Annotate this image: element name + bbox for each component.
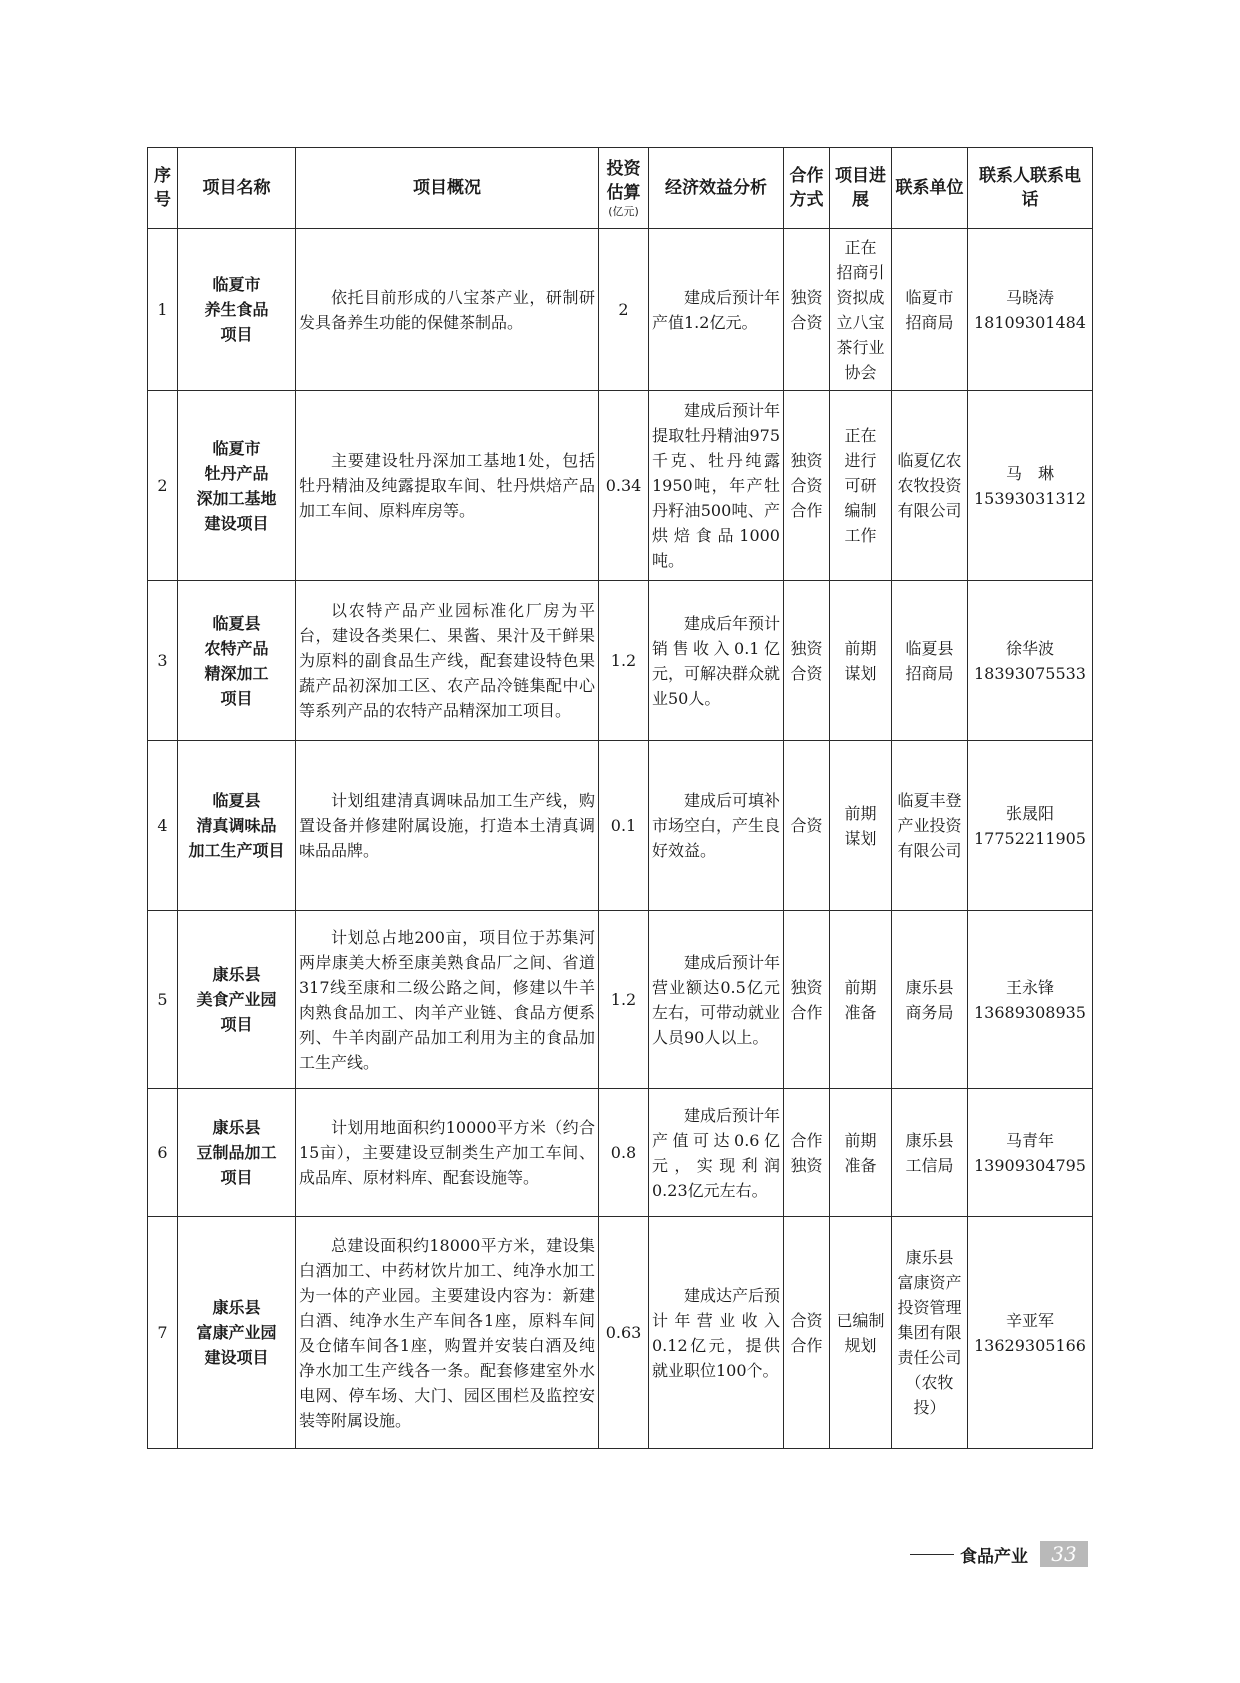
progress-line: 准备 bbox=[844, 1002, 877, 1022]
progress-line: 资拟成 bbox=[836, 287, 885, 307]
cell-investment bbox=[599, 911, 649, 1089]
cell-progress bbox=[830, 911, 892, 1089]
cell-contact bbox=[968, 911, 1093, 1089]
contact-line: 马青年 bbox=[1005, 1130, 1054, 1150]
seq-text: 4 bbox=[157, 816, 168, 835]
unit-line: 富康资产 bbox=[897, 1273, 962, 1292]
cell-overview bbox=[296, 911, 599, 1089]
name-line: 养生食品 bbox=[204, 300, 269, 319]
contact-line: 18109301484 bbox=[974, 312, 1086, 332]
investment-text: 0.1 bbox=[610, 816, 637, 835]
cell-progress bbox=[830, 741, 892, 911]
cell-mode bbox=[784, 1089, 830, 1217]
progress-line: 可研 bbox=[844, 476, 877, 495]
footer-section-title: 食品产业 bbox=[960, 1546, 1028, 1567]
name-line: 临夏市 bbox=[212, 438, 261, 458]
header-progress: 项目进展 bbox=[830, 148, 892, 229]
cell-progress bbox=[830, 229, 892, 391]
cell-mode bbox=[784, 229, 830, 391]
name-line: 农特产品 bbox=[204, 638, 269, 658]
cell-seq bbox=[148, 741, 178, 911]
cell-unit bbox=[892, 1217, 968, 1449]
cell-name bbox=[178, 741, 296, 911]
contact-line: 15393031312 bbox=[974, 488, 1086, 508]
name-line: 建设项目 bbox=[204, 513, 269, 533]
name-line: 康乐县 bbox=[212, 965, 261, 984]
seq-text: 5 bbox=[157, 990, 168, 1009]
page-number: 33 bbox=[1040, 1541, 1088, 1567]
seq-text: 2 bbox=[157, 476, 168, 495]
contact-line: 17752211905 bbox=[974, 828, 1086, 848]
name-line: 项目 bbox=[220, 1015, 253, 1034]
cell-overview bbox=[296, 229, 599, 391]
cell-progress bbox=[830, 1217, 892, 1449]
cell-seq bbox=[148, 391, 178, 581]
mode-line: 合作 bbox=[790, 1335, 823, 1355]
unit-line: 临夏亿农 bbox=[897, 451, 962, 470]
unit-line: 康乐县 bbox=[905, 977, 954, 997]
unit-line: 有限公司 bbox=[897, 841, 962, 860]
cell-overview bbox=[296, 1089, 599, 1217]
unit-line: 招商局 bbox=[905, 663, 954, 683]
unit-line: 临夏县 bbox=[905, 638, 954, 658]
table-row bbox=[148, 581, 1093, 741]
name-line: 项目 bbox=[220, 325, 253, 344]
mode-line: 独资 bbox=[790, 451, 823, 470]
investment-unit: (亿元) bbox=[608, 205, 639, 218]
name-line: 建设项目 bbox=[204, 1348, 269, 1367]
seq-text: 3 bbox=[157, 651, 168, 670]
cell-benefit bbox=[649, 911, 784, 1089]
cell-overview bbox=[296, 1217, 599, 1449]
cell-progress bbox=[830, 391, 892, 581]
unit-line: 有限公司 bbox=[897, 501, 962, 520]
cell-contact bbox=[968, 229, 1093, 391]
unit-line: 农牧投资 bbox=[897, 476, 962, 495]
cell-seq bbox=[148, 1217, 178, 1449]
page-footer bbox=[910, 1540, 1088, 1568]
benefit-text: 建成后预计年营业额达0.5亿元左右，可带动就业人员90人以上。 bbox=[652, 952, 781, 1047]
name-line: 牡丹产品 bbox=[204, 463, 269, 483]
progress-line: 正在 bbox=[844, 237, 877, 257]
cell-progress bbox=[830, 581, 892, 741]
table-row bbox=[148, 391, 1093, 581]
overview-text: 计划用地面积约10000平方米（约合15亩），主要建设豆制类生产加工车间、成品库、原材料库、配套设施等。 bbox=[299, 1118, 595, 1187]
header-benefit: 经济效益分析 bbox=[649, 148, 784, 229]
name-line: 临夏市 bbox=[212, 275, 261, 294]
seq-text: 7 bbox=[157, 1323, 168, 1342]
name-line: 富康产业园 bbox=[196, 1323, 277, 1342]
cell-unit bbox=[892, 229, 968, 391]
name-line: 清真调味品 bbox=[196, 816, 277, 835]
cell-investment bbox=[599, 581, 649, 741]
investment-text: 0.63 bbox=[605, 1323, 642, 1342]
cell-name bbox=[178, 1217, 296, 1449]
mode-line: 合资 bbox=[790, 312, 823, 332]
cell-mode bbox=[784, 391, 830, 581]
unit-line: 临夏丰登 bbox=[897, 791, 962, 810]
cell-mode bbox=[784, 581, 830, 741]
progress-line: 协会 bbox=[844, 362, 877, 382]
investment-text: 1.2 bbox=[610, 990, 637, 1009]
cell-name bbox=[178, 229, 296, 391]
unit-line: 产业投资 bbox=[897, 816, 962, 835]
unit-line: 康乐县 bbox=[905, 1248, 954, 1267]
cell-contact bbox=[968, 581, 1093, 741]
cell-investment bbox=[599, 1089, 649, 1217]
progress-line: 前期 bbox=[844, 977, 877, 997]
cell-mode bbox=[784, 1217, 830, 1449]
cell-overview bbox=[296, 741, 599, 911]
progress-line: 谋划 bbox=[844, 663, 877, 683]
mode-line: 合资 bbox=[790, 1310, 823, 1330]
benefit-text: 建成达产后预计年营业收入0.12亿元，提供就业职位100个。 bbox=[652, 1285, 781, 1380]
cell-seq bbox=[148, 229, 178, 391]
contact-line: 13689308935 bbox=[974, 1002, 1086, 1022]
cell-benefit bbox=[649, 581, 784, 741]
name-line: 加工生产项目 bbox=[188, 841, 285, 860]
unit-line: 责任公司 bbox=[897, 1348, 962, 1367]
project-table-container bbox=[147, 147, 1092, 1449]
progress-line: 编制 bbox=[844, 501, 877, 520]
name-line: 精深加工 bbox=[204, 663, 269, 683]
mode-line: 合作 bbox=[790, 1002, 823, 1022]
header-mode: 合作方式 bbox=[784, 148, 830, 229]
contact-line: 13629305166 bbox=[974, 1335, 1086, 1355]
table-row bbox=[148, 911, 1093, 1089]
name-line: 深加工基地 bbox=[196, 488, 277, 508]
cell-benefit bbox=[649, 1089, 784, 1217]
mode-line: 独资 bbox=[790, 287, 823, 307]
overview-text: 主要建设牡丹深加工基地1处，包括牡丹精油及纯露提取车间、牡丹烘焙产品加工车间、原料库房等。 bbox=[299, 451, 595, 520]
contact-line: 13909304795 bbox=[974, 1155, 1086, 1175]
benefit-text: 建成后预计年产值可达0.6亿元，实现利润0.23亿元左右。 bbox=[652, 1105, 781, 1200]
name-line: 康乐县 bbox=[212, 1118, 261, 1137]
cell-seq bbox=[148, 581, 178, 741]
contact-line: 马晓涛 bbox=[1005, 287, 1054, 307]
cell-benefit bbox=[649, 229, 784, 391]
investment-text: 2 bbox=[618, 300, 629, 319]
cell-unit bbox=[892, 741, 968, 911]
unit-line: （农牧投） bbox=[905, 1373, 954, 1417]
contact-line: 辛亚军 bbox=[1005, 1310, 1054, 1330]
cell-investment bbox=[599, 1217, 649, 1449]
footer-dash bbox=[910, 1554, 954, 1555]
progress-line: 前期 bbox=[844, 803, 877, 823]
header-investment: 投资估算 (亿元) bbox=[599, 148, 649, 229]
name-line: 康乐县 bbox=[212, 1298, 261, 1317]
unit-line: 康乐县 bbox=[905, 1130, 954, 1150]
table-row bbox=[148, 229, 1093, 391]
name-line: 临夏县 bbox=[212, 791, 261, 810]
unit-line: 临夏市 bbox=[905, 287, 954, 307]
mode-line: 合作 bbox=[790, 501, 823, 520]
contact-line: 王永锋 bbox=[1005, 977, 1054, 997]
mode-line: 合作 bbox=[790, 1130, 823, 1150]
cell-name bbox=[178, 581, 296, 741]
cell-name bbox=[178, 1089, 296, 1217]
cell-unit bbox=[892, 911, 968, 1089]
progress-line: 正在 bbox=[844, 426, 877, 445]
cell-contact bbox=[968, 1089, 1093, 1217]
cell-contact bbox=[968, 1217, 1093, 1449]
cell-unit bbox=[892, 1089, 968, 1217]
name-line: 美食产业园 bbox=[196, 990, 277, 1009]
mode-line: 独资 bbox=[790, 1155, 823, 1175]
table-row bbox=[148, 741, 1093, 911]
investment-text: 0.8 bbox=[610, 1143, 637, 1162]
cell-overview bbox=[296, 581, 599, 741]
progress-line: 招商引 bbox=[836, 262, 885, 282]
contact-line: 18393075533 bbox=[974, 663, 1086, 683]
cell-name bbox=[178, 911, 296, 1089]
name-line: 项目 bbox=[220, 688, 253, 708]
seq-text: 6 bbox=[157, 1143, 168, 1162]
benefit-text: 建成后预计年产值1.2亿元。 bbox=[652, 287, 781, 332]
mode-line: 独资 bbox=[790, 977, 823, 997]
mode-line: 合资 bbox=[790, 663, 823, 683]
overview-text: 依托目前形成的八宝茶产业，研制研发具备养生功能的保健茶制品。 bbox=[299, 287, 595, 332]
header-contact: 联系人联系电话 bbox=[968, 148, 1093, 229]
contact-line: 徐华波 bbox=[1005, 638, 1054, 658]
cell-investment bbox=[599, 741, 649, 911]
project-table bbox=[147, 147, 1093, 1449]
progress-line: 前期 bbox=[844, 638, 877, 658]
investment-text: 0.34 bbox=[605, 476, 642, 495]
contact-line: 马 琳 bbox=[1005, 463, 1054, 483]
benefit-text: 建成后年预计销售收入0.1亿元，可解决群众就业50人。 bbox=[652, 613, 781, 708]
progress-line: 工作 bbox=[844, 526, 877, 545]
cell-unit bbox=[892, 391, 968, 581]
cell-name bbox=[178, 391, 296, 581]
investment-text: 1.2 bbox=[610, 651, 637, 670]
mode-line: 合资 bbox=[790, 816, 823, 835]
mode-line: 合资 bbox=[790, 476, 823, 495]
header-unit: 联系单位 bbox=[892, 148, 968, 229]
table-row bbox=[148, 1217, 1093, 1449]
progress-line: 前期 bbox=[844, 1130, 877, 1150]
progress-line: 茶行业 bbox=[836, 337, 885, 357]
cell-investment bbox=[599, 391, 649, 581]
benefit-text: 建成后预计年提取牡丹精油975千克、牡丹纯露1950吨，年产牡丹籽油500吨、产烘焙食品1000吨。 bbox=[652, 401, 781, 570]
name-line: 豆制品加工 bbox=[196, 1143, 277, 1162]
progress-line: 规划 bbox=[844, 1335, 877, 1355]
cell-progress bbox=[830, 1089, 892, 1217]
cell-mode bbox=[784, 911, 830, 1089]
mode-line: 独资 bbox=[790, 638, 823, 658]
progress-line: 谋划 bbox=[844, 828, 877, 848]
header-name: 项目名称 bbox=[178, 148, 296, 229]
cell-benefit bbox=[649, 391, 784, 581]
unit-line: 工信局 bbox=[905, 1155, 954, 1175]
progress-line: 立八宝 bbox=[836, 312, 885, 332]
cell-benefit bbox=[649, 1217, 784, 1449]
name-line: 临夏县 bbox=[212, 613, 261, 633]
overview-text: 以农特产品产业园标准化厂房为平台，建设各类果仁、果酱、果汁及干鲜果为原料的副食品生产线，配套建设特色果蔬产品初深加工区、农产品冷链集配中心等系列产品的农特产品精深加工项目。 bbox=[299, 601, 595, 720]
progress-line: 已编制 bbox=[836, 1310, 885, 1330]
cell-benefit bbox=[649, 741, 784, 911]
contact-line: 张晟阳 bbox=[1005, 803, 1054, 823]
seq-text: 1 bbox=[157, 300, 168, 319]
overview-text: 计划总占地200亩，项目位于苏集河两岸康美大桥至康美熟食品厂之间、省道317线至康和二级公路之间，修建以牛羊肉熟食品加工、肉羊产业链、食品方便系列、牛羊肉副产品加工利用为主的食品加工生产线。 bbox=[299, 927, 595, 1072]
table-body bbox=[148, 229, 1093, 1449]
header-row bbox=[148, 148, 1093, 229]
cell-contact bbox=[968, 741, 1093, 911]
benefit-text: 建成后可填补市场空白，产生良好效益。 bbox=[652, 791, 781, 860]
table-row bbox=[148, 1089, 1093, 1217]
unit-line: 集团有限 bbox=[897, 1323, 962, 1342]
progress-line: 进行 bbox=[844, 451, 877, 470]
unit-line: 投资管理 bbox=[897, 1298, 962, 1317]
cell-unit bbox=[892, 581, 968, 741]
cell-investment bbox=[599, 229, 649, 391]
unit-line: 招商局 bbox=[905, 312, 954, 332]
cell-overview bbox=[296, 391, 599, 581]
cell-seq bbox=[148, 1089, 178, 1217]
overview-text: 总建设面积约18000平方米，建设集白酒加工、中药材饮片加工、纯净水加工为一体的产业园。主要建设内容为：新建白酒、纯净水生产车间各1座，原料车间及仓储车间各1座，购置并安装白酒及纯净水加工生产线各一条。配套修建室外水电网、停车场、大门、园区围栏及监控安装等附属设施。 bbox=[299, 1235, 595, 1430]
cell-mode bbox=[784, 741, 830, 911]
header-seq: 序号 bbox=[148, 148, 178, 229]
unit-line: 商务局 bbox=[905, 1002, 954, 1022]
name-line: 项目 bbox=[220, 1168, 253, 1187]
cell-contact bbox=[968, 391, 1093, 581]
overview-text: 计划组建清真调味品加工生产线，购置设备并修建附属设施，打造本土清真调味品品牌。 bbox=[299, 791, 595, 860]
progress-line: 准备 bbox=[844, 1155, 877, 1175]
cell-seq bbox=[148, 911, 178, 1089]
header-overview: 项目概况 bbox=[296, 148, 599, 229]
